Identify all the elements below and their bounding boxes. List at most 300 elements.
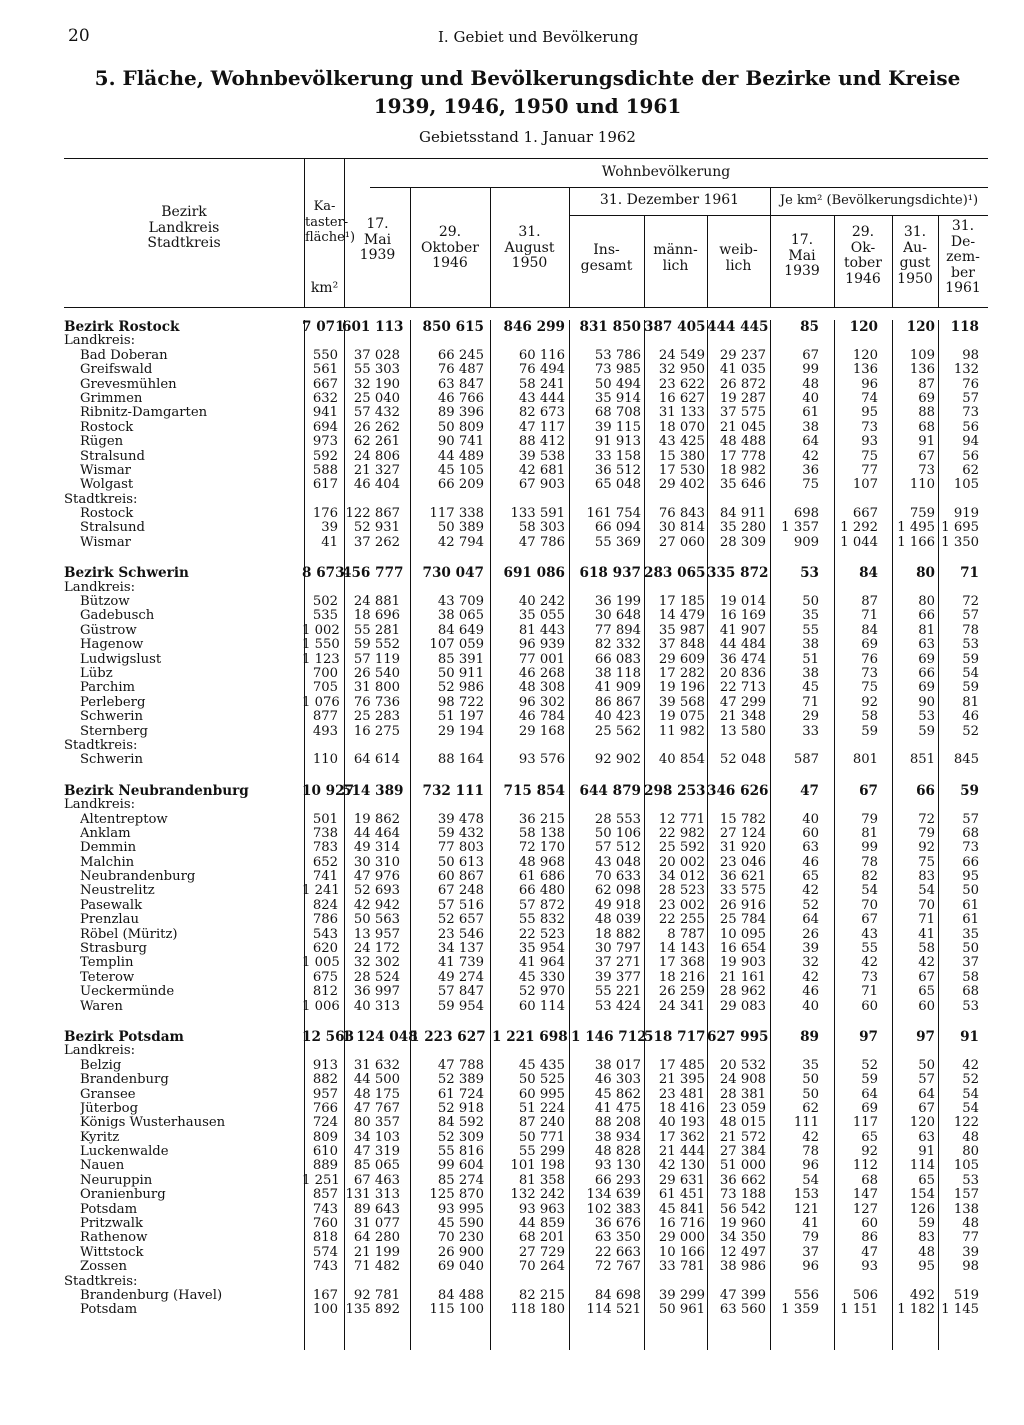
cell-col-2: 59 432 [437, 825, 484, 841]
cell-col-2: 41 739 [437, 955, 484, 971]
cell-col-10: 1 695 [941, 520, 979, 536]
cell-col-2: 730 047 [422, 565, 484, 582]
cell-col-5: 518 717 [644, 1028, 706, 1045]
table-row [64, 521, 988, 535]
table-row [64, 392, 988, 406]
cell-col-5: 39 299 [658, 1288, 705, 1303]
cell-col-1: 64 280 [353, 1230, 400, 1246]
cell-col-9: 73 [918, 462, 935, 478]
cell-col-9: 1 495 [897, 520, 935, 536]
cell-col-6: 19 014 [719, 594, 766, 610]
cell-col-0: 786 [312, 912, 338, 928]
cell-col-4: 55 221 [594, 984, 641, 1000]
cell-col-7: 35 [802, 608, 819, 624]
cell-col-2: 88 164 [437, 752, 484, 768]
cell-col-4: 68 708 [594, 405, 641, 421]
cell-col-6: 19 903 [719, 955, 766, 971]
table-row [64, 899, 988, 913]
cell-col-7: 38 [802, 637, 819, 653]
row-label: Strasburg [80, 942, 147, 957]
cell-col-8: 95 [861, 405, 878, 421]
cell-col-8: 67 [861, 912, 878, 928]
cell-col-5: 34 012 [658, 869, 705, 885]
cell-col-3: 47 117 [518, 419, 565, 435]
cell-col-5: 33 781 [658, 1259, 705, 1275]
row-label: Königs Wusterhausen [80, 1116, 226, 1131]
cell-col-8: 65 [861, 1129, 878, 1145]
cell-col-10: 919 [953, 506, 979, 522]
table-row [64, 928, 988, 942]
cell-col-8: 78 [861, 854, 878, 870]
cell-col-8: 97 [859, 1028, 878, 1045]
table-row [64, 406, 988, 420]
cell-col-2: 93 995 [437, 1201, 484, 1217]
cell-col-0: 743 [312, 1259, 338, 1275]
cell-col-8: 96 [861, 376, 878, 392]
cell-col-7: 47 [800, 782, 819, 799]
cell-col-5: 23 002 [658, 897, 705, 913]
cell-col-5: 25 592 [658, 840, 705, 856]
cell-col-10: 95 [962, 869, 979, 885]
cell-col-4: 63 350 [594, 1230, 641, 1246]
cell-col-10: 98 [962, 1259, 979, 1275]
row-label: Pasewalk [80, 898, 143, 913]
cell-col-5: 17 362 [658, 1129, 705, 1145]
cell-col-2: 39 478 [437, 811, 484, 827]
cell-col-7: 60 [802, 825, 819, 841]
cell-col-0: 766 [312, 1100, 338, 1116]
cell-col-10: 845 [953, 752, 979, 768]
cell-col-1: 456 777 [342, 565, 404, 582]
row-label: Landkreis: [64, 580, 136, 595]
table-row [64, 624, 988, 638]
cell-col-5: 21 444 [658, 1144, 705, 1160]
header-weiblich: weib- lich [719, 242, 758, 274]
cell-col-3: 715 854 [503, 782, 565, 799]
cell-col-5: 21 395 [658, 1072, 705, 1088]
row-label: Stadtkreis: [64, 492, 138, 507]
cell-col-1: 26 262 [353, 419, 400, 435]
cell-col-7: 38 [802, 419, 819, 435]
cell-col-7: 26 [802, 926, 819, 942]
cell-col-7: 39 [802, 941, 819, 957]
cell-col-0: 957 [312, 1086, 338, 1102]
cell-col-1: 34 103 [353, 1129, 400, 1145]
row-label: Jüterbog [80, 1101, 139, 1116]
cell-col-2: 49 274 [437, 969, 484, 985]
cell-col-1: 28 524 [353, 969, 400, 985]
cell-col-3: 81 443 [518, 622, 565, 638]
cell-col-3: 846 299 [503, 319, 565, 335]
cell-col-6: 335 872 [707, 565, 769, 582]
cell-col-2: 99 604 [437, 1158, 484, 1174]
cell-col-4: 66 094 [594, 520, 641, 536]
row-label: Altentreptow [80, 812, 168, 827]
cell-col-7: 32 [802, 955, 819, 971]
cell-col-0: 535 [312, 608, 338, 624]
cell-col-3: 77 001 [518, 651, 565, 667]
cell-col-2: 50 613 [437, 854, 484, 870]
cell-col-9: 109 [909, 347, 935, 363]
cell-col-1: 514 389 [342, 782, 404, 799]
cell-col-7: 89 [800, 1028, 819, 1045]
cell-col-5: 30 814 [658, 520, 705, 536]
cell-col-5: 18 416 [658, 1100, 705, 1116]
cell-col-6: 18 982 [719, 462, 766, 478]
cell-col-6: 21 572 [719, 1129, 766, 1145]
cell-col-10: 68 [962, 825, 979, 841]
cell-col-3: 45 330 [518, 969, 565, 985]
table-row [64, 478, 988, 492]
cell-col-1: 135 892 [345, 1302, 400, 1318]
cell-col-1: 19 862 [353, 811, 400, 827]
cell-col-3: 96 939 [518, 637, 565, 653]
bezirk-row [64, 1030, 988, 1044]
cell-col-10: 50 [962, 883, 979, 899]
table-row [64, 1303, 988, 1317]
cell-col-8: 92 [861, 1144, 878, 1160]
cell-col-2: 1 223 627 [410, 1028, 486, 1045]
cell-col-7: 67 [802, 347, 819, 363]
cell-col-2: 45 105 [437, 462, 484, 478]
cell-col-8: 52 [861, 1057, 878, 1073]
cell-col-1: 42 942 [353, 897, 400, 913]
table-row [64, 667, 988, 681]
cell-col-4: 66 293 [594, 1172, 641, 1188]
table-row [64, 536, 988, 550]
row-label: Bad Doberan [80, 348, 168, 363]
cell-col-2: 85 274 [437, 1172, 484, 1188]
cell-col-3: 42 681 [518, 462, 565, 478]
cell-col-10: 57 [962, 608, 979, 624]
cell-col-10: 59 [962, 680, 979, 696]
cell-col-8: 73 [861, 665, 878, 681]
cell-col-9: 67 [918, 448, 935, 464]
cell-col-5: 16 716 [658, 1216, 705, 1232]
cell-col-4: 55 369 [594, 534, 641, 550]
group-label-row [64, 798, 988, 812]
cell-col-3: 35 055 [518, 608, 565, 624]
table-row [64, 378, 988, 392]
cell-col-10: 59 [962, 651, 979, 667]
cell-col-4: 48 039 [594, 912, 641, 928]
cell-col-2: 89 396 [437, 405, 484, 421]
row-label: Ueckermünde [80, 985, 175, 1000]
cell-col-10: 73 [962, 405, 979, 421]
cell-col-5: 20 002 [658, 854, 705, 870]
header-oktober-1946: 29. Oktober 1946 [421, 224, 479, 271]
cell-col-4: 35 914 [594, 390, 641, 406]
cell-col-1: 64 614 [353, 752, 400, 768]
cell-col-3: 58 138 [518, 825, 565, 841]
cell-col-5: 17 368 [658, 955, 705, 971]
cell-col-8: 107 [852, 477, 878, 493]
cell-col-5: 50 961 [658, 1302, 705, 1318]
row-label: Schwerin [80, 753, 144, 768]
cell-col-9: 126 [909, 1201, 935, 1217]
spacer-row [64, 768, 988, 784]
cell-col-5: 76 843 [658, 506, 705, 522]
cell-col-5: 39 568 [658, 694, 705, 710]
cell-col-5: 28 523 [658, 883, 705, 899]
cell-col-3: 118 180 [510, 1302, 565, 1318]
cell-col-4: 62 098 [594, 883, 641, 899]
cell-col-6: 21 045 [719, 419, 766, 435]
row-label: Gadebusch [80, 609, 155, 624]
cell-col-9: 64 [918, 1086, 935, 1102]
cell-col-5: 23 622 [658, 376, 705, 392]
cell-col-2: 51 197 [437, 709, 484, 725]
cell-col-3: 36 215 [518, 811, 565, 827]
cell-col-3: 50 771 [518, 1129, 565, 1145]
cell-col-6: 38 986 [719, 1259, 766, 1275]
cell-col-8: 120 [852, 347, 878, 363]
cell-col-9: 79 [918, 825, 935, 841]
cell-col-4: 25 562 [594, 723, 641, 739]
cell-col-9: 88 [918, 405, 935, 421]
cell-col-1: 80 357 [353, 1115, 400, 1131]
cell-col-9: 95 [918, 1259, 935, 1275]
table-row [64, 1289, 988, 1303]
cell-col-6: 28 962 [719, 984, 766, 1000]
cell-col-3: 82 215 [518, 1288, 565, 1303]
cell-col-7: 75 [802, 477, 819, 493]
table-row [64, 1231, 988, 1245]
page-number: 20 [68, 26, 90, 46]
cell-col-0: 705 [312, 680, 338, 696]
cell-col-3: 93 576 [518, 752, 565, 768]
cell-col-7: 33 [802, 723, 819, 739]
cell-col-0: 8 673 [302, 565, 345, 582]
table-row [64, 1217, 988, 1231]
header-region-label: Bezirk Landkreis Stadtkreis [147, 204, 221, 251]
cell-col-5: 40 193 [658, 1115, 705, 1131]
cell-col-7: 37 [802, 1244, 819, 1260]
cell-col-0: 620 [312, 941, 338, 957]
header-kataster: Ka- taster- fläche¹) [305, 199, 356, 245]
table-row [64, 1131, 988, 1145]
table-row [64, 507, 988, 521]
cell-col-8: 69 [861, 1100, 878, 1116]
cell-col-10: 54 [962, 1100, 979, 1116]
cell-col-5: 37 848 [658, 637, 705, 653]
row-label: Grimmen [80, 391, 143, 406]
row-label: Sternberg [80, 724, 148, 739]
cell-col-0: 550 [312, 347, 338, 363]
cell-col-7: 29 [802, 709, 819, 725]
cell-col-3: 39 538 [518, 448, 565, 464]
cell-col-8: 81 [861, 825, 878, 841]
cell-col-10: 53 [962, 998, 979, 1014]
table-row [64, 827, 988, 841]
cell-col-10: 73 [962, 840, 979, 856]
cell-col-2: 732 111 [422, 782, 484, 799]
cell-col-1: 21 327 [353, 462, 400, 478]
cell-col-1: 50 563 [353, 912, 400, 928]
cell-col-6: 34 350 [719, 1230, 766, 1246]
row-label: Parchim [80, 681, 136, 696]
cell-col-4: 33 158 [594, 448, 641, 464]
cell-col-0: 501 [312, 811, 338, 827]
cell-col-6: 19 960 [719, 1216, 766, 1232]
row-label: Waren [80, 999, 123, 1014]
cell-col-7: 54 [802, 1172, 819, 1188]
cell-col-10: 57 [962, 811, 979, 827]
row-label: Landkreis: [64, 334, 136, 349]
table-row [64, 971, 988, 985]
cell-col-7: 40 [802, 998, 819, 1014]
row-label: Wolgast [80, 478, 134, 493]
cell-col-8: 60 [861, 1216, 878, 1232]
cell-col-8: 92 [861, 694, 878, 710]
cell-col-3: 58 241 [518, 376, 565, 392]
cell-col-6: 627 995 [707, 1028, 769, 1045]
cell-col-7: 40 [802, 390, 819, 406]
cell-col-0: 561 [312, 362, 338, 378]
cell-col-2: 52 918 [437, 1100, 484, 1116]
cell-col-0: 632 [312, 390, 338, 406]
cell-col-8: 1 044 [840, 534, 878, 550]
cell-col-0: 738 [312, 825, 338, 841]
cell-col-0: 877 [312, 709, 338, 725]
header-dichte-1946: 29. Ok- tober 1946 [844, 224, 882, 287]
cell-col-4: 40 423 [594, 709, 641, 725]
cell-col-10: 72 [962, 594, 979, 610]
cell-col-10: 56 [962, 448, 979, 464]
cell-col-5: 42 130 [658, 1158, 705, 1174]
header-dichte-1939: 17. Mai 1939 [784, 232, 820, 279]
cell-col-1: 24 806 [353, 448, 400, 464]
cell-col-5: 8 787 [667, 926, 705, 942]
cell-col-3: 70 264 [518, 1259, 565, 1275]
cell-col-7: 64 [802, 434, 819, 450]
cell-col-1: 31 800 [353, 680, 400, 696]
cell-col-10: 78 [962, 622, 979, 638]
cell-col-1: 52 931 [353, 520, 400, 536]
cell-col-3: 22 523 [518, 926, 565, 942]
cell-col-8: 67 [859, 782, 878, 799]
cell-col-1: 89 643 [353, 1201, 400, 1217]
row-label: Gransee [80, 1087, 136, 1102]
group-label-row [64, 334, 988, 348]
cell-col-4: 46 303 [594, 1072, 641, 1088]
cell-col-1: 18 696 [353, 608, 400, 624]
cell-col-5: 40 854 [658, 752, 705, 768]
cell-col-9: 66 [918, 665, 935, 681]
row-label: Anklam [80, 826, 131, 841]
cell-col-9: 97 [916, 1028, 935, 1045]
cell-col-7: 40 [802, 811, 819, 827]
cell-col-8: 82 [861, 869, 878, 885]
cell-col-1: 30 310 [353, 854, 400, 870]
spacer-row [64, 1014, 988, 1030]
cell-col-3: 81 358 [518, 1172, 565, 1188]
cell-col-9: 53 [918, 709, 935, 725]
cell-col-0: 167 [312, 1288, 338, 1303]
row-label: Prenzlau [80, 913, 139, 928]
cell-col-1: 48 175 [353, 1086, 400, 1102]
cell-col-2: 47 788 [437, 1057, 484, 1073]
group-label-row [64, 581, 988, 595]
cell-col-2: 44 489 [437, 448, 484, 464]
cell-col-6: 16 169 [719, 608, 766, 624]
header-maennlich: männ- lich [653, 242, 698, 274]
cell-col-6: 37 575 [719, 405, 766, 421]
cell-col-9: 65 [918, 1172, 935, 1188]
cell-col-3: 41 964 [518, 955, 565, 971]
header-dichte-1950: 31. Au- gust 1950 [897, 224, 933, 287]
cell-col-0: 574 [312, 1244, 338, 1260]
cell-col-2: 43 709 [437, 594, 484, 610]
cell-col-5: 12 771 [658, 811, 705, 827]
cell-col-7: 96 [802, 1259, 819, 1275]
cell-col-7: 909 [793, 534, 819, 550]
cell-col-4: 82 332 [594, 637, 641, 653]
cell-col-8: 59 [861, 1072, 878, 1088]
cell-col-6: 51 000 [719, 1158, 766, 1174]
cell-col-9: 69 [918, 651, 935, 667]
cell-col-3: 51 224 [518, 1100, 565, 1116]
cell-col-8: 99 [861, 840, 878, 856]
cell-col-9: 42 [918, 955, 935, 971]
cell-col-9: 1 166 [897, 534, 935, 550]
row-label: Bezirk Potsdam [64, 1029, 184, 1045]
cell-col-8: 43 [861, 926, 878, 942]
cell-col-6: 33 575 [719, 883, 766, 899]
cell-col-2: 85 391 [437, 651, 484, 667]
cell-col-3: 133 591 [510, 506, 565, 522]
table-row [64, 1000, 988, 1014]
cell-col-0: 493 [312, 723, 338, 739]
row-label: Stadtkreis: [64, 738, 138, 753]
cell-col-2: 52 657 [437, 912, 484, 928]
cell-col-0: 110 [312, 752, 338, 768]
cell-col-8: 42 [861, 955, 878, 971]
table-row [64, 609, 988, 623]
cell-col-5: 24 549 [658, 347, 705, 363]
cell-col-7: 1 359 [781, 1302, 819, 1318]
cell-col-0: 783 [312, 840, 338, 856]
cell-col-7: 79 [802, 1230, 819, 1246]
section-title: I. Gebiet und Bevölkerung [438, 28, 639, 46]
table-row [64, 450, 988, 464]
cell-col-9: 851 [909, 752, 935, 768]
row-label: Neustrelitz [80, 884, 155, 899]
cell-col-9: 83 [918, 869, 935, 885]
row-label: Brandenburg (Havel) [80, 1289, 223, 1303]
table-row [64, 753, 988, 767]
cell-col-1: 44 500 [353, 1072, 400, 1088]
row-label: Templin [80, 956, 134, 971]
cell-col-10: 48 [962, 1129, 979, 1145]
cell-col-4: 57 512 [594, 840, 641, 856]
cell-col-8: 69 [861, 637, 878, 653]
table-row [64, 856, 988, 870]
cell-col-10: 105 [953, 1158, 979, 1174]
cell-col-1: 76 736 [353, 694, 400, 710]
cell-col-2: 115 100 [429, 1302, 484, 1318]
cell-col-7: 1 357 [781, 520, 819, 536]
cell-col-4: 65 048 [594, 477, 641, 493]
cell-col-2: 34 137 [437, 941, 484, 957]
table-row [64, 595, 988, 609]
cell-col-6: 48 488 [719, 434, 766, 450]
cell-col-10: 77 [962, 1230, 979, 1246]
cell-col-8: 75 [861, 448, 878, 464]
cell-col-9: 66 [918, 608, 935, 624]
cell-col-9: 80 [916, 565, 935, 582]
cell-col-4: 38 934 [594, 1129, 641, 1145]
